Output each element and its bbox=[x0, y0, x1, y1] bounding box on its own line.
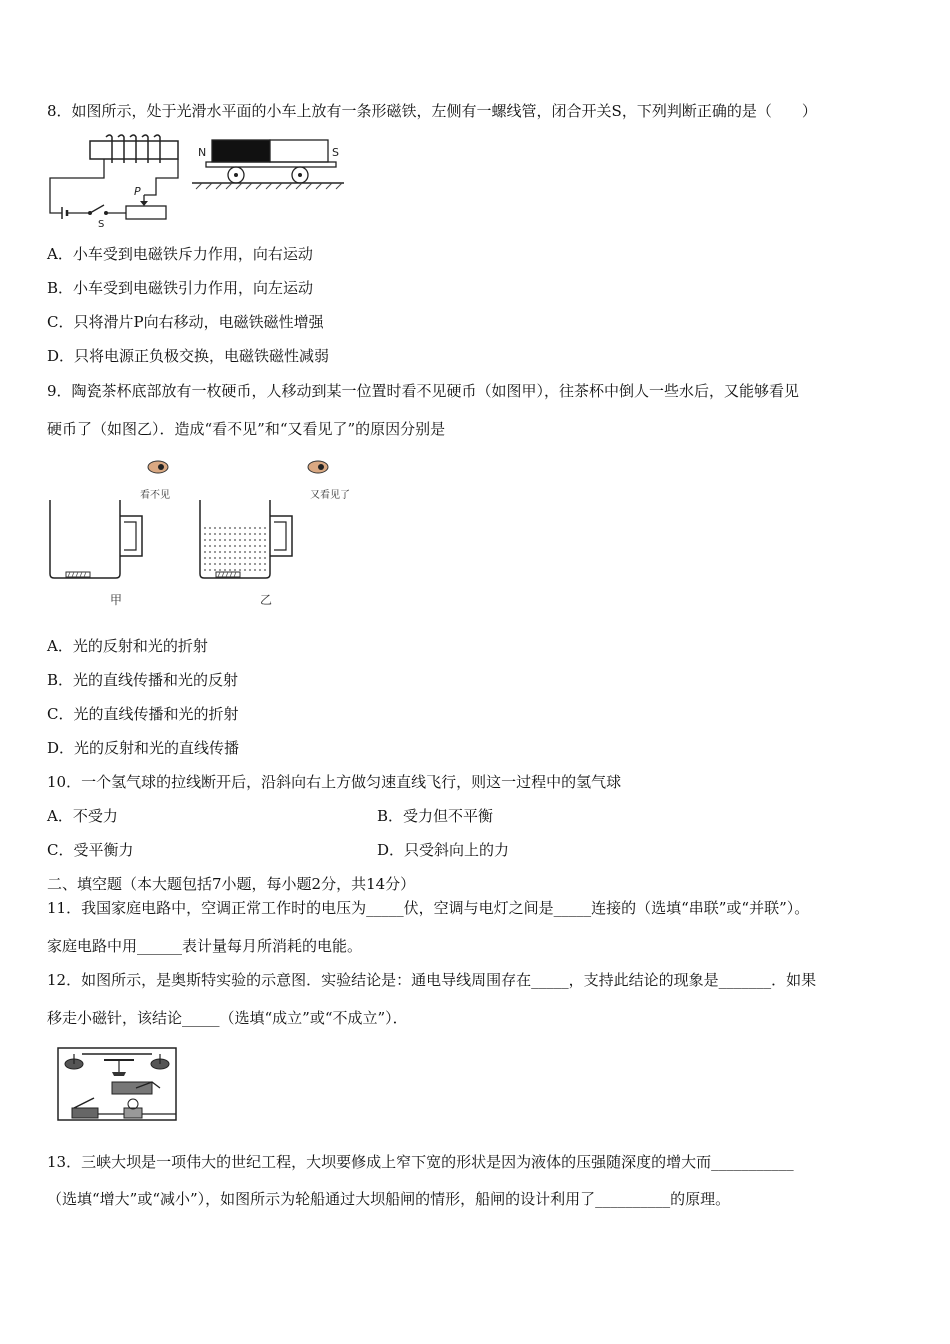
wire-left bbox=[50, 159, 104, 213]
q11-line2: 家庭电路中用______表计量每月所消耗的电能。 bbox=[47, 937, 363, 955]
solenoid-core bbox=[90, 141, 178, 159]
switch-base bbox=[72, 1108, 98, 1118]
eye-icon-2 bbox=[308, 461, 328, 473]
q9-figure bbox=[44, 452, 364, 614]
q13-line2: （选填“增大”或“减小”），如图所示为轮船通过大坝船闸的情形，船闸的设计利用了__________的原理。 bbox=[47, 1190, 731, 1208]
cup1-body bbox=[50, 500, 120, 578]
cup2-name: 乙 bbox=[260, 593, 273, 607]
q9-stem-line1: 9．陶瓷茶杯底部放有一枚硬币，人移动到某一位置时看不见硬币（如图甲），往茶杯中倒人一些水后，又能够看见 bbox=[47, 382, 800, 400]
q10-option-a: A．不受力 bbox=[47, 807, 118, 825]
cup1-caption: 看不见 bbox=[140, 490, 170, 501]
q9-option-a: A．光的反射和光的折射 bbox=[47, 637, 208, 655]
magnet-south-label: S bbox=[332, 146, 339, 159]
q8-option-d: D．只将电源正负极交换，电磁铁磁性减弱 bbox=[47, 347, 330, 365]
wire-right bbox=[144, 159, 178, 195]
slider-label: P bbox=[134, 185, 141, 198]
q12-line2: 移走小磁针，该结论_____（选填“成立”或“不成立”）． bbox=[47, 1009, 408, 1027]
q10-option-c: C．受平衡力 bbox=[47, 841, 134, 859]
eye-icon-1 bbox=[148, 461, 168, 473]
section2-title: 二、填空题（本大题包括7小题，每小题2分，共14分） bbox=[47, 875, 416, 893]
switch-lever bbox=[90, 205, 104, 213]
rheostat bbox=[126, 206, 166, 219]
cart-base bbox=[206, 162, 336, 167]
cup2-caption: 又看见了 bbox=[310, 490, 350, 501]
magnet-north-half bbox=[212, 140, 270, 162]
q8-option-b: B．小车受到电磁铁引力作用，向左运动 bbox=[47, 279, 314, 297]
q9-option-c: C．光的直线传播和光的折射 bbox=[47, 705, 239, 723]
water bbox=[204, 528, 266, 570]
magnet-south-half bbox=[270, 140, 328, 162]
q8-option-a: A．小车受到电磁铁斥力作用，向右运动 bbox=[47, 245, 313, 263]
switch-label: S bbox=[98, 219, 105, 228]
q8-option-c: C．只将滑片P向右移动，电磁铁磁性增强 bbox=[47, 313, 324, 331]
cup2-body bbox=[200, 500, 270, 578]
q10-stem: 10．一个氢气球的拉线断开后，沿斜向右上方做匀速直线飞行，则这一过程中的氢气球 bbox=[47, 773, 622, 791]
q9-option-b: B．光的直线传播和光的反射 bbox=[47, 671, 239, 689]
cup1-name: 甲 bbox=[110, 593, 123, 607]
compass-needle bbox=[104, 1060, 134, 1076]
q10-option-d: D．只受斜向上的力 bbox=[377, 841, 510, 859]
magnet-north-label: N bbox=[198, 146, 207, 159]
q13-line1: 13．三峡大坝是一项伟大的世纪工程，大坝要修成上窄下宽的形状是因为液体的压强随深度的增大而___________ bbox=[47, 1153, 794, 1171]
q9-option-d: D．光的反射和光的直线传播 bbox=[47, 739, 240, 757]
q12-line1: 12．如图所示，是奥斯特实验的示意图．实验结论是：通电导线周围存在_____，支持此结论的现象是_______．如果 bbox=[47, 971, 817, 989]
q8-stem: 8．如图所示，处于光滑水平面的小车上放有一条形磁铁，左侧有一螺线管，闭合开关S，下列判断正确的是（ ） bbox=[47, 102, 817, 120]
q12-oersted-figure bbox=[52, 1042, 197, 1130]
q8-figure bbox=[44, 133, 354, 228]
q10-option-b: B．受力但不平衡 bbox=[377, 807, 494, 825]
ground-hatching bbox=[196, 183, 342, 189]
switch-blade bbox=[74, 1098, 94, 1108]
q11-line1: 11．我国家庭电路中，空调正常工作时的电压为_____伏，空调与电灯之间是_____连接的（选填“串联”或“并联”）。 bbox=[47, 899, 810, 917]
q9-stem-line2: 硬币了（如图乙）．造成“看不见”和“又看见了”的原因分别是 bbox=[47, 420, 446, 438]
